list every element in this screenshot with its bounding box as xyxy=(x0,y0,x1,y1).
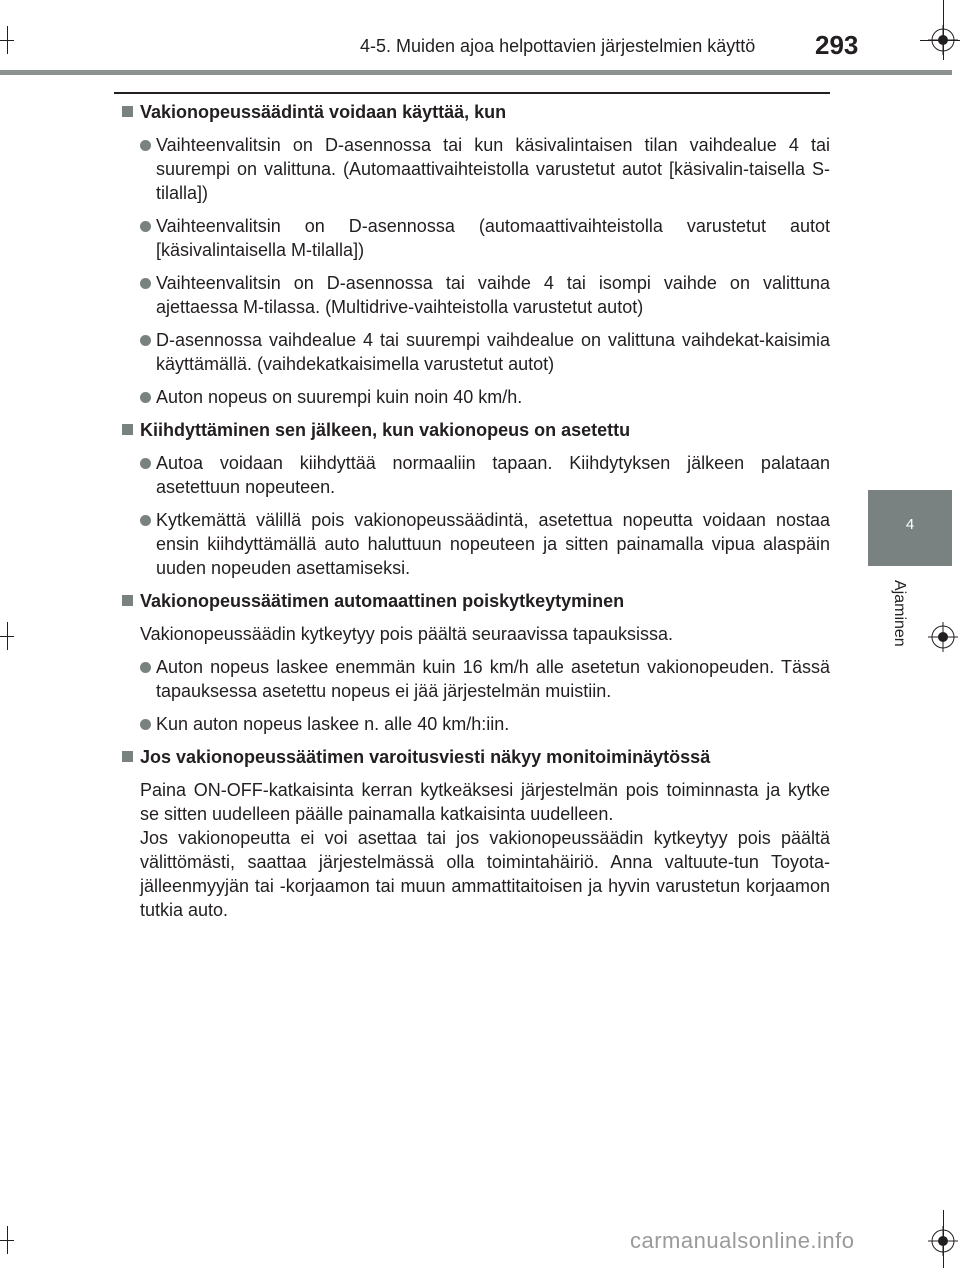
round-bullet-icon xyxy=(140,335,151,346)
watermark: carmanualsonline.info xyxy=(630,1228,855,1253)
header-rule xyxy=(0,70,952,75)
running-header: 4-5. Muiden ajoa helpottavien järjestelmien käyttö xyxy=(360,36,756,56)
list-item xyxy=(118,655,830,703)
round-bullet-icon xyxy=(140,221,151,232)
page-content xyxy=(118,100,830,931)
list-item-text: Vaihteenvalitsin on D-asennossa tai vaihde 4 tai isompi vaihde on valittuna ajettaessa M-tilassa. (Multidrive-vaihteistolla varustetut autot) xyxy=(156,273,830,317)
list-item xyxy=(118,451,830,499)
section-heading xyxy=(118,100,830,124)
chapter-label-container xyxy=(884,580,912,680)
page-number: 293 xyxy=(815,30,859,60)
list-item-text: Kytkemättä välillä pois vakionopeussäädintä, asetettua nopeutta voidaan nostaa ensin kiihdyttämällä auto haluttuun nopeuteen ja sitten painamalla vipua alaspäin uuden nopeuden asettamiseksi. xyxy=(156,510,830,578)
round-bullet-icon xyxy=(140,719,151,730)
crop-mark-ml-v xyxy=(7,622,8,650)
section-heading xyxy=(118,589,830,613)
round-bullet-icon xyxy=(140,458,151,469)
paragraph: Jos vakionopeutta ei voi asettaa tai jos vakionopeussäädin kytkeytyy pois päältä välittömästi, saattaa järjestelmässä olla toimintahäiriö. Anna valtuute-tun Toyota-jälleenmyyjän tai -korjaamon tai muun ammattitaitoisen ja hyvin varustetun korjaamon tutkia auto. xyxy=(140,828,830,920)
round-bullet-icon xyxy=(140,515,151,526)
round-bullet-icon xyxy=(140,278,151,289)
crop-mark-bl-v xyxy=(7,1226,8,1254)
round-bullet-icon xyxy=(140,392,151,403)
list-item xyxy=(118,508,830,580)
content-top-rule xyxy=(114,92,830,94)
round-bullet-icon xyxy=(140,662,151,673)
section-heading-text: Vakionopeussäädintä voidaan käyttää, kun xyxy=(140,102,507,122)
list-item-text: D-asennossa vaihdealue 4 tai suurempi vaihdealue on valittuna vaihdekat-kaisimia käyttämällä. (vaihdekatkaisimella varustetut autot) xyxy=(156,330,830,374)
chapter-number: 4 xyxy=(905,516,915,533)
chapter-label: Ajaminen xyxy=(891,580,908,647)
section-heading-text: Vakionopeussäätimen automaattinen poiskytkeytyminen xyxy=(140,591,625,611)
list-item-text: Kun auton nopeus laskee n. alle 40 km/h:iin. xyxy=(156,714,510,734)
list-item-text: Auton nopeus on suurempi kuin noin 40 km/h. xyxy=(156,387,523,407)
list-item-text: Vaihteenvalitsin on D-asennossa (automaattivaihteistolla varustetut autot [käsivalintaisella M-tilalla]) xyxy=(156,216,830,260)
section-intro: Vakionopeussäädin kytkeytyy pois päältä seuraavissa tapauksissa. xyxy=(140,624,673,644)
square-bullet-icon xyxy=(122,424,133,435)
section-heading-text: Jos vakionopeussäätimen varoitusviesti näkyy monitoiminäytössä xyxy=(140,747,711,767)
paragraph: Paina ON-OFF-katkaisinta kerran kytkeäksesi järjestelmän pois toiminnasta ja kytke se sitten uudelleen päälle painamalla katkaisinta uudelleen. xyxy=(140,780,830,824)
section-heading-text: Kiihdyttäminen sen jälkeen, kun vakionopeus on asetettu xyxy=(140,420,631,440)
square-bullet-icon xyxy=(122,595,133,606)
round-bullet-icon xyxy=(140,140,151,151)
list-item-text: Vaihteenvalitsin on D-asennossa tai kun käsivalintaisen tilan vaihdealue 4 tai suurempi on valittuna. (Automaattivaihteistolla varustetut autot [käsivalin-taisella S-tilalla]) xyxy=(156,135,830,203)
list-item xyxy=(118,328,830,376)
list-item xyxy=(118,271,830,319)
crop-mark-tl-v xyxy=(7,26,8,54)
registration-mark-icon xyxy=(928,1226,958,1256)
list-item xyxy=(118,133,830,205)
section-heading xyxy=(118,418,830,442)
list-item-text: Autoa voidaan kiihdyttää normaaliin tapaan. Kiihdytyksen jälkeen palataan asetettuun nopeuteen. xyxy=(156,453,830,497)
list-item xyxy=(118,214,830,262)
list-item-text: Auton nopeus laskee enemmän kuin 16 km/h alle asetetun vakionopeuden. Tässä tapauksessa asetettu nopeus ei jää järjestelmän muistiin. xyxy=(156,657,830,701)
square-bullet-icon xyxy=(122,106,133,117)
list-item xyxy=(118,385,830,409)
list-item xyxy=(118,712,830,736)
registration-mark-icon xyxy=(928,622,958,652)
section-heading xyxy=(118,745,830,769)
square-bullet-icon xyxy=(122,751,133,762)
chapter-tab xyxy=(868,490,952,566)
registration-mark-icon xyxy=(928,25,958,55)
